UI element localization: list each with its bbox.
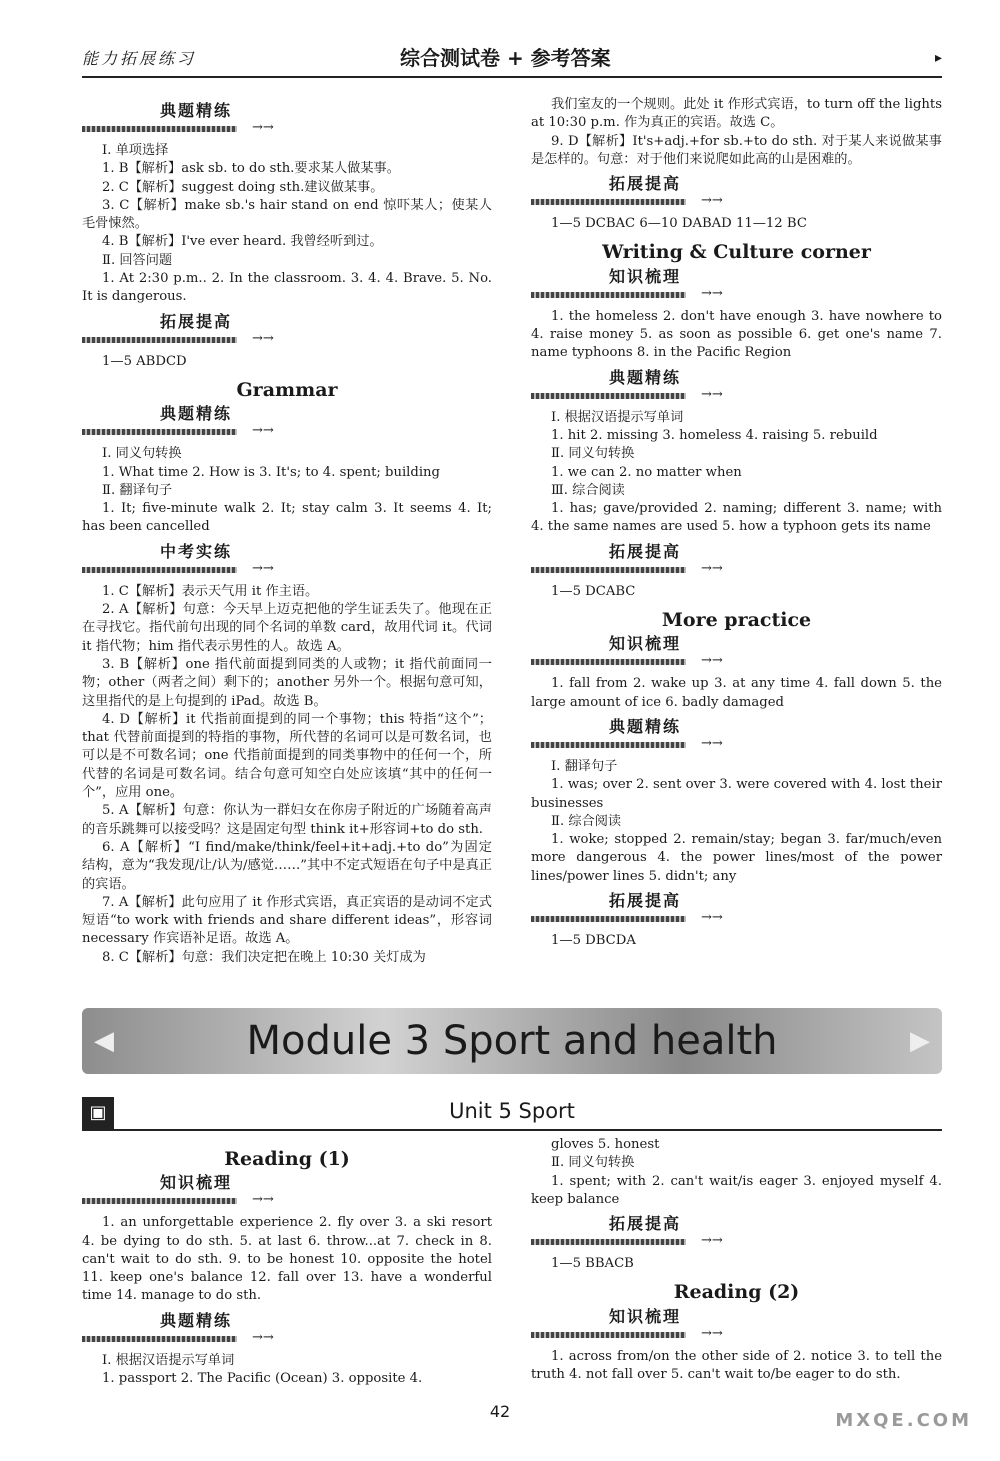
section-heading <box>531 1215 942 1253</box>
double-arrow-icon: →→ <box>252 330 274 346</box>
header-left-title: 能力拓展练习 <box>82 49 197 68</box>
answer-line: 9. D【解析】It's+adj.+for sb.+to do sth. 对于某人来说做某事是怎样的。句意：对于他们来说爬如此高的山是困难的。 <box>531 133 942 167</box>
header-center-title: 综合测试卷 + 参考答案 <box>400 46 611 70</box>
answer-line: Ⅲ. 综合阅读 <box>551 482 625 498</box>
left-column-top <box>82 96 492 967</box>
answer-line: 6. A【解析】“I find/make/think/feel+it+adj.+to do”为固定结构，意为“我发现/让/认为/感觉……”其中不定式短语在句子中是真正的宾语。 <box>82 839 492 892</box>
section-bar-icon <box>531 742 686 748</box>
double-arrow-icon: →→ <box>701 1233 723 1249</box>
answer-line: 5. A【解析】句意：你认为一群妇女在你房子附近的广场随着高声的音乐跳舞可以接受吗？这是固定句型 think it+形容词+to do sth. <box>82 803 492 837</box>
answer-line: 1. It; five-minute walk 2. It; stay calm 3. It seems 4. It; has been cancelled <box>82 501 492 535</box>
answer-line: 1. spent; with 2. can't wait/is eager 3. enjoyed myself 4. keep balance <box>531 1173 942 1207</box>
section-bar-icon <box>531 393 686 399</box>
answer-line: 1. woke; stopped 2. remain/stay; began 3. far/much/even more dangerous 4. the power lines/most of the power lines/power lines 5. didn't; any <box>531 832 942 884</box>
page-number: 42 <box>489 1402 511 1421</box>
section-heading <box>531 543 942 581</box>
section-heading <box>82 543 492 581</box>
answer-line: 1. was; over 2. sent over 3. were covered with 4. lost their businesses <box>531 777 942 811</box>
answer-line: 7. A【解析】此句应用了 it 作形式宾语，真正宾语的是动词不定式短语“to work with friends and share different ideas”，形容词 necessary 作宾语补足语。故选 A。 <box>82 894 492 947</box>
left-column-bottom <box>82 1140 492 1388</box>
section-bar-icon <box>531 1332 686 1338</box>
subsection-title: Reading (1) <box>224 1148 350 1170</box>
answer-line: 1. an unforgettable experience 2. fly over 3. a ski resort 4. be dying to do sth. 5. at last 6. throw...at 7. check in 8. can't wait to do sth. 9. to be honest 10. opposite the hotel 11. keep one's balance 12. fall over 13. have a wonderful time 14. manage to do sth. <box>82 1215 492 1304</box>
module-title: Module 3 Sport and health <box>246 1018 778 1064</box>
double-arrow-icon: →→ <box>701 1325 723 1341</box>
section-heading <box>531 1308 942 1346</box>
section-bar-icon <box>531 916 686 922</box>
double-arrow-icon: →→ <box>701 193 723 209</box>
section-title: 知识梳理 <box>160 1173 233 1193</box>
double-arrow-icon: →→ <box>252 1329 274 1345</box>
banner-left-arrow-icon: ◀ <box>94 1026 114 1056</box>
section-bar-icon <box>82 1198 237 1204</box>
section-bar-icon <box>82 1336 237 1342</box>
section-title: 拓展提高 <box>609 541 682 561</box>
section-heading <box>531 892 942 930</box>
section-bar-icon <box>531 1239 686 1245</box>
section-bar-icon <box>82 337 237 343</box>
section-heading <box>82 1174 492 1212</box>
double-arrow-icon: →→ <box>252 1192 274 1208</box>
double-arrow-icon: →→ <box>701 910 723 926</box>
section-heading <box>531 268 942 306</box>
section-bar-icon <box>531 659 686 665</box>
section-title: 典题精练 <box>160 101 233 120</box>
answer-line: 1—5 BBACB <box>551 1256 634 1272</box>
double-arrow-icon: →→ <box>701 560 723 576</box>
subsection-title: Grammar <box>236 378 338 401</box>
banner-right-arrow-icon: ▶ <box>910 1026 930 1056</box>
section-heading <box>82 405 492 443</box>
answer-line: 3. B【解析】one 指代前面提到同类的人或物；it 指代前面同一物；other（两者之间）剩下的；another 另外一个。根据句意可知，这里指代的是上句提到的 iPad。故选 B。 <box>82 656 492 709</box>
answer-line: 1. C【解析】表示天气用 it 作主语。 <box>102 583 319 599</box>
section-title: 拓展提高 <box>609 891 682 911</box>
subsection-title: Writing & Culture corner <box>602 241 871 264</box>
answer-line: 1. hit 2. missing 3. homeless 4. raising 5. rebuild <box>551 427 878 443</box>
unit-title: Unit 5 Sport <box>449 1099 575 1123</box>
answer-line: 1. has; gave/provided 2. naming; different 3. name; with 4. the same names are used 5. how a typhoon gets its name <box>531 501 942 535</box>
section-bar-icon <box>531 567 686 573</box>
answer-line: Ⅱ. 同义句转换 <box>551 446 635 462</box>
subsection-title: Reading (2) <box>673 1281 800 1304</box>
answer-line: 1—5 DBCDA <box>551 933 636 949</box>
answer-line: gloves 5. honest <box>551 1137 660 1152</box>
answer-line: Ⅰ. 同义句转换 <box>102 446 182 462</box>
section-heading <box>82 102 492 140</box>
watermark: MXQE.COM <box>835 1410 972 1431</box>
answer-line: 1. across from/on the other side of 2. notice 3. to tell the truth 4. not fall over 5. can't wait to/be eager to do sth. <box>531 1348 942 1383</box>
section-bar-icon <box>82 126 237 132</box>
double-arrow-icon: →→ <box>252 120 274 135</box>
section-title: 拓展提高 <box>609 174 682 194</box>
answer-line: Ⅱ. 翻译句子 <box>102 482 173 498</box>
answer-line: 1—5 DCBAC 6—10 DABAD 11—12 BC <box>551 216 807 232</box>
answer-line: Ⅰ. 单项选择 <box>102 143 169 158</box>
answer-line: 1. we can 2. no matter when <box>551 464 742 480</box>
answer-line: Ⅰ. 根据汉语提示写单词 <box>102 1352 235 1368</box>
section-bar-icon <box>82 429 237 435</box>
section-title: 拓展提高 <box>160 311 233 331</box>
answer-line: 1. What time 2. How is 3. It's; to 4. spent; building <box>102 464 440 480</box>
module-banner <box>82 1008 942 1074</box>
answer-line: 4. B【解析】I've ever heard. 我曾经听到过。 <box>102 234 383 250</box>
section-title: 知识梳理 <box>609 1306 682 1326</box>
answer-line: Ⅰ. 翻译句子 <box>551 758 618 774</box>
double-arrow-icon: →→ <box>252 423 274 439</box>
answer-line: Ⅱ. 综合阅读 <box>551 813 622 829</box>
answer-line: 2. A【解析】句意：今天早上迈克把他的学生证丢失了。他现在正在寻找它。指代前句出现的同个名词的单数 card，故用代词 it。代词 it 指代物；him 指代表示男性的人。故选 A。 <box>82 602 492 654</box>
section-heading <box>531 635 942 673</box>
section-title: 知识梳理 <box>609 634 682 654</box>
double-arrow-icon: →→ <box>701 285 723 301</box>
answer-line: 1. fall from 2. wake up 3. at any time 4. fall down 5. the large amount of ice 6. badly damaged <box>531 676 942 710</box>
section-bar-icon <box>82 567 237 573</box>
answer-line: 3. C【解析】make sb.'s hair stand on end 惊吓某人；使某人毛骨悚然。 <box>82 197 492 232</box>
answer-line: 1. passport 2. The Pacific (Ocean) 3. opposite 4. <box>102 1371 423 1387</box>
unit-icon: ▣ <box>82 1097 114 1129</box>
double-arrow-icon: →→ <box>252 560 274 576</box>
section-heading <box>82 1312 492 1350</box>
answer-line: 1. At 2:30 p.m.. 2. In the classroom. 3. 4. 4. Brave. 5. No. It is dangerous. <box>82 271 492 305</box>
section-bar-icon <box>531 199 686 205</box>
page-header <box>82 40 942 78</box>
right-column-top <box>531 96 942 950</box>
section-title: 典题精练 <box>160 1310 233 1330</box>
header-arrow-icon: ▸ <box>934 50 942 66</box>
section-title: 拓展提高 <box>609 1214 682 1234</box>
double-arrow-icon: →→ <box>701 653 723 669</box>
answer-line: Ⅱ. 回答问题 <box>102 252 173 268</box>
section-title: 典题精练 <box>160 404 233 424</box>
answer-line: 1—5 ABDCD <box>102 353 187 369</box>
section-title: 知识梳理 <box>609 266 682 286</box>
section-heading <box>531 175 942 213</box>
section-title: 典题精练 <box>609 367 682 387</box>
double-arrow-icon: →→ <box>701 386 723 402</box>
section-heading <box>531 718 942 756</box>
section-heading <box>531 369 942 407</box>
answer-line: 8. C【解析】句意：我们决定把在晚上 10:30 关灯成为 <box>102 949 426 965</box>
subsection-title: More practice <box>661 609 812 632</box>
right-column-bottom <box>531 1136 942 1384</box>
answer-line: Ⅰ. 根据汉语提示写单词 <box>551 409 684 425</box>
section-title: 中考实练 <box>160 541 233 561</box>
double-arrow-icon: →→ <box>701 735 723 751</box>
section-heading <box>82 313 492 351</box>
section-title: 典题精练 <box>609 716 682 736</box>
answer-line: 1—5 DCABC <box>551 583 636 599</box>
section-bar-icon <box>531 292 686 298</box>
answer-line: Ⅱ. 同义句转换 <box>551 1155 635 1171</box>
answer-line: 我们室友的一个规则。此处 it 作形式宾语，to turn off the lights at 10:30 p.m. 作为真正的宾语。故选 C。 <box>531 97 942 131</box>
answer-line: 4. D【解析】it 代指前面提到的同一个事物；this 特指“这个”；that 代替前面提到的特指的事物，所代替的名词可以是可数名词，也可以是不可数名词；one 代指前面提到的同类事物中的任何一个，所代替的名词是可数名词。结合句意可知空白处应该填“其中的任何一个”，应用 one。 <box>82 711 492 801</box>
answer-line: 1. B【解析】ask sb. to do sth.要求某人做某事。 <box>102 161 400 177</box>
unit-bar <box>82 1097 942 1131</box>
answer-line: 2. C【解析】suggest doing sth.建议做某事。 <box>102 179 384 195</box>
answer-line: 1. the homeless 2. don't have enough 3. have nowhere to 4. raise money 5. as soon as possible 6. get one's name 7. name typhoons 8. in the Pacific Region <box>531 308 942 361</box>
